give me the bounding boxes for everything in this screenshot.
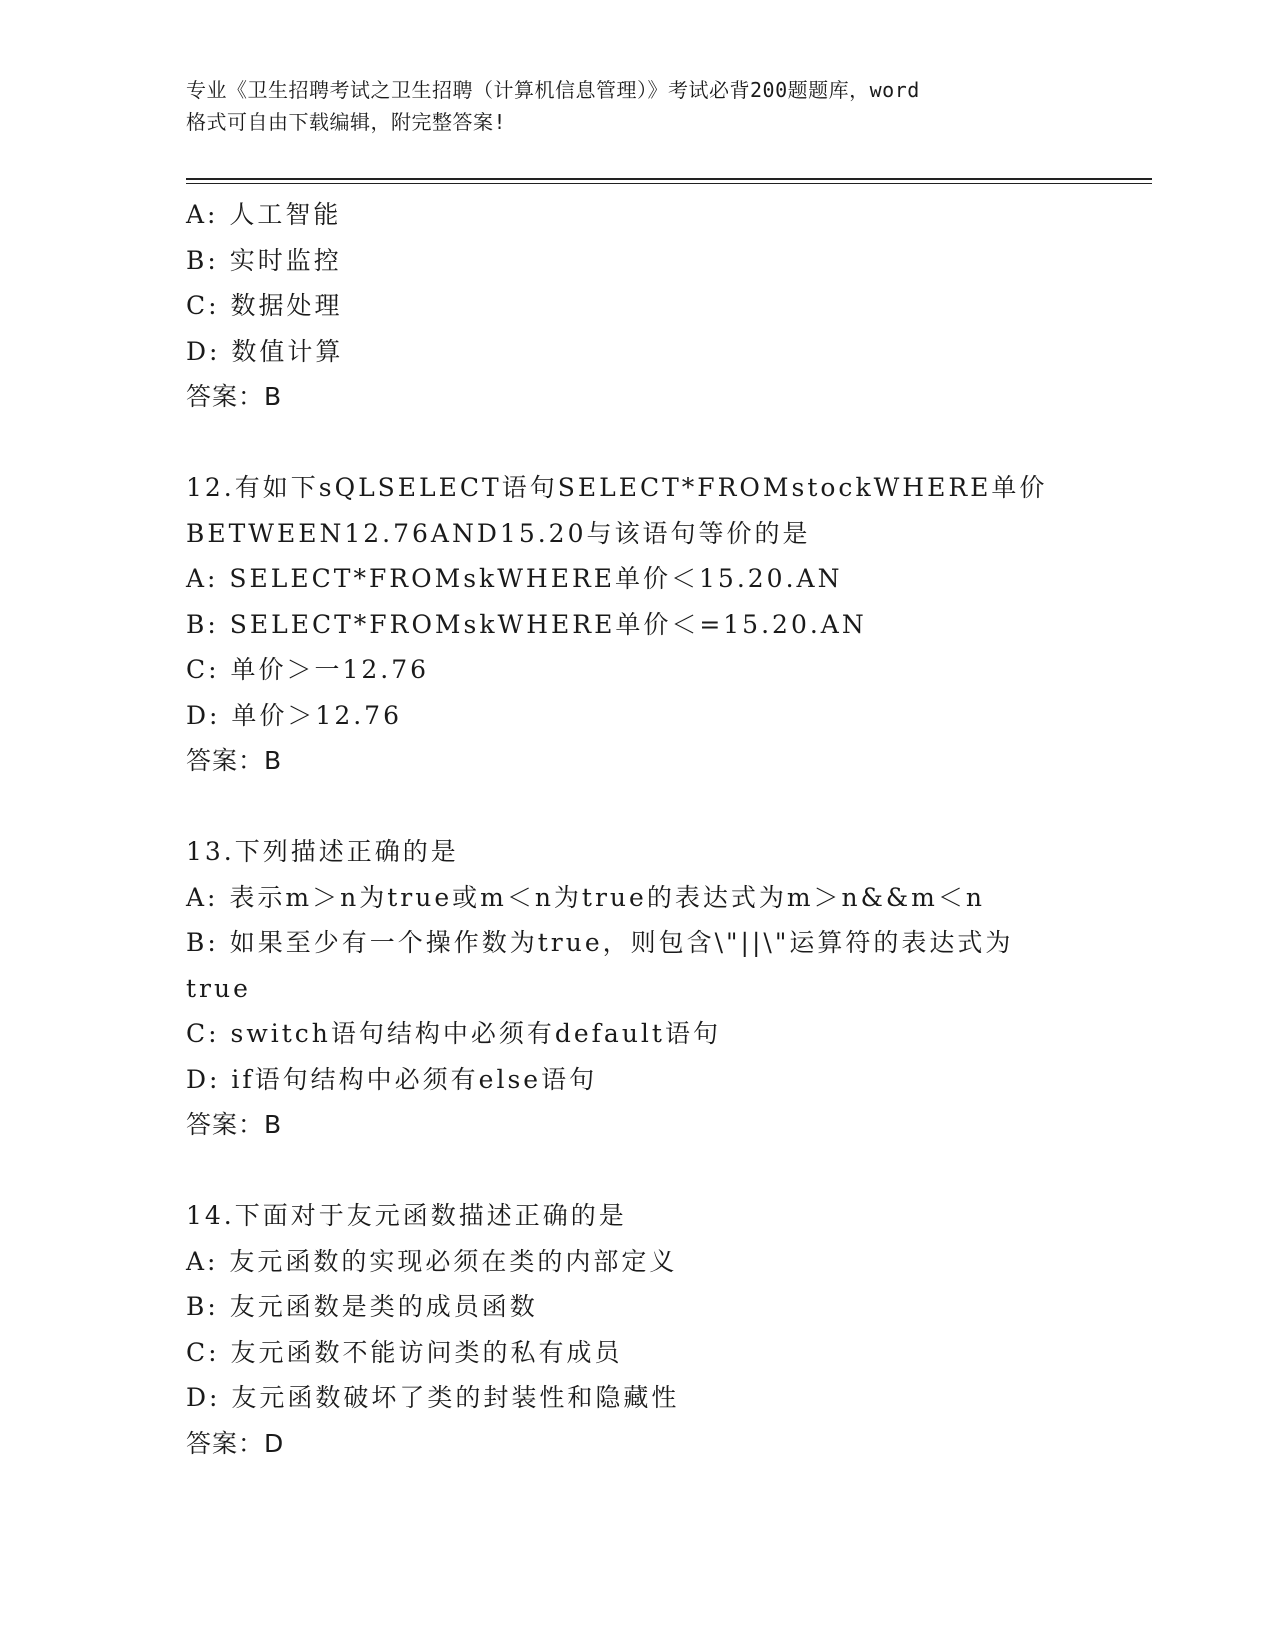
option-c: C: 单价＞一12.76 [186,655,430,684]
document-header [186,74,1086,138]
question-text-line-2: BETWEEN12.76AND15.20与该语句等价的是 [186,518,811,548]
question-text: 13.下列描述正确的是 [186,837,459,866]
option-d: D: 友元函数破坏了类的封装性和隐藏性 [186,1383,680,1412]
answer-label: 答案：B [186,746,283,775]
question-block-11 [186,192,1086,420]
option-d: D: 单价＞12.76 [186,700,402,730]
answer-label: 答案：D [186,1428,285,1458]
header-divider-thin [186,183,1152,184]
option-b: B: SELECT*FROMskWHERE单价＜=15.20.AN [186,609,867,639]
option-a: A: 友元函数的实现必须在类的内部定义 [186,1246,678,1276]
question-text: 14.下面对于友元函数描述正确的是 [186,1201,627,1230]
question-text-line-1: 12.有如下sQLSELECT语句SELECT*FROMstockWHERE单价 [186,473,1048,502]
answer-label: 答案：B [186,1110,283,1139]
option-b: B: 实时监控 [186,245,342,275]
spacer [186,420,1086,466]
option-b-line-1: B: 如果至少有一个操作数为true，则包含\"||\"运算符的表达式为 [186,928,1014,957]
spacer [186,784,1086,830]
question-block-13 [186,829,1086,1148]
answer-label: 答案：B [186,382,283,411]
option-a: A: 人工智能 [186,200,342,229]
option-a: A: 表示m＞n为true或m＜n为true的表达式为m＞n&&m＜n [186,882,985,912]
question-block-14 [186,1193,1086,1466]
option-c: C: 友元函数不能访问类的私有成员 [186,1337,623,1367]
option-b: B: 友元函数是类的成员函数 [186,1292,538,1321]
header-divider-thick [186,178,1152,180]
option-d: D: 数值计算 [186,336,344,366]
header-title-line-2: 格式可自由下载编辑，附完整答案! [186,110,507,134]
question-block-12 [186,465,1086,784]
question-list [186,192,1086,1466]
header-title-line-1: 专业《卫生招聘考试之卫生招聘（计算机信息管理）》考试必背200题题库，word [186,78,920,102]
option-a: A: SELECT*FROMskWHERE单价＜15.20.AN [186,564,843,593]
option-c: C: 数据处理 [186,291,343,320]
spacer [186,1148,1086,1194]
option-b-line-2: true [186,973,251,1003]
option-d: D: if语句结构中必须有else语句 [186,1064,598,1094]
option-c: C: switch语句结构中必须有default语句 [186,1019,721,1048]
